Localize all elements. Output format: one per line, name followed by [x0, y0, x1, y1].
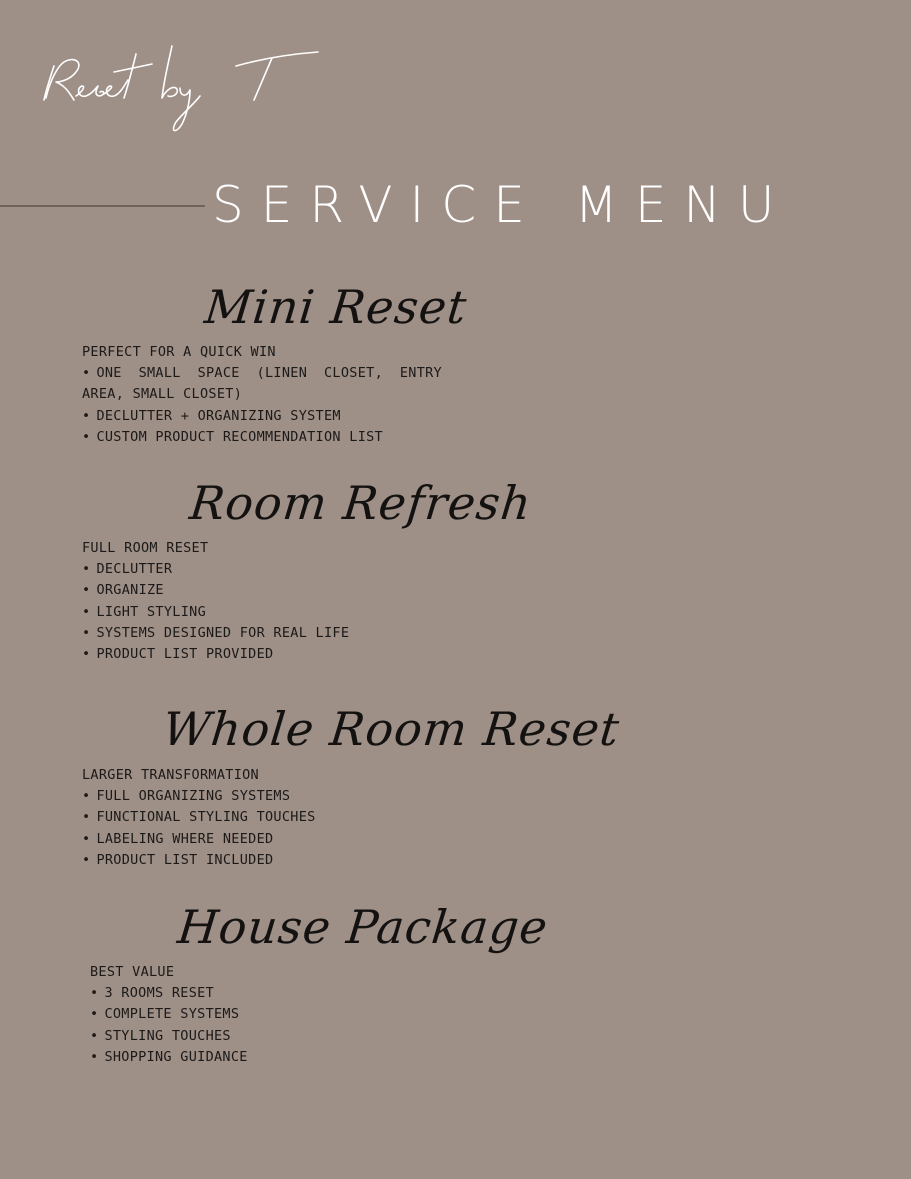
title-rule — [0, 205, 205, 207]
section-heading-house-package: House Package — [175, 900, 551, 954]
section-whole-room-reset — [82, 765, 316, 871]
list-item: • FULL ORGANIZING SYSTEMS — [82, 786, 316, 807]
page-title: SERVICE MENU — [212, 176, 792, 234]
section-lead: BEST VALUE — [90, 964, 175, 980]
list-item: • ONE SMALL SPACE (LINEN CLOSET, ENTRY AREA, SMALL CLOSET) — [82, 363, 442, 405]
list-item: • FUNCTIONAL STYLING TOUCHES — [82, 807, 316, 828]
list-item: • LABELING WHERE NEEDED — [82, 829, 316, 850]
list-item: • COMPLETE SYSTEMS — [90, 1004, 248, 1025]
section-room-refresh — [82, 538, 349, 665]
section-mini-reset — [82, 342, 442, 448]
section-heading-mini-reset: Mini Reset — [202, 280, 470, 334]
section-heading-room-refresh: Room Refresh — [187, 476, 535, 530]
section-lead: PERFECT FOR A QUICK WIN — [82, 344, 276, 360]
section-heading-whole-room-reset: Whole Room Reset — [160, 702, 623, 756]
list-item: • STYLING TOUCHES — [90, 1026, 248, 1047]
section-house-package — [90, 962, 248, 1068]
list-item: • DECLUTTER + ORGANIZING SYSTEM — [82, 406, 442, 427]
brand-logo — [40, 25, 330, 140]
section-lead: LARGER TRANSFORMATION — [82, 767, 259, 783]
list-item: • PRODUCT LIST PROVIDED — [82, 644, 349, 665]
list-item: • 3 ROOMS RESET — [90, 983, 248, 1004]
list-item: • DECLUTTER — [82, 559, 349, 580]
brand-logo-text: Reset by T — [40, 25, 137, 44]
list-item: • PRODUCT LIST INCLUDED — [82, 850, 316, 871]
list-item: • SHOPPING GUIDANCE — [90, 1047, 248, 1068]
section-lead: FULL ROOM RESET — [82, 540, 209, 556]
list-item: • ORGANIZE — [82, 580, 349, 601]
list-item: • SYSTEMS DESIGNED FOR REAL LIFE — [82, 623, 349, 644]
list-item: • CUSTOM PRODUCT RECOMMENDATION LIST — [82, 427, 442, 448]
list-item: • LIGHT STYLING — [82, 602, 349, 623]
